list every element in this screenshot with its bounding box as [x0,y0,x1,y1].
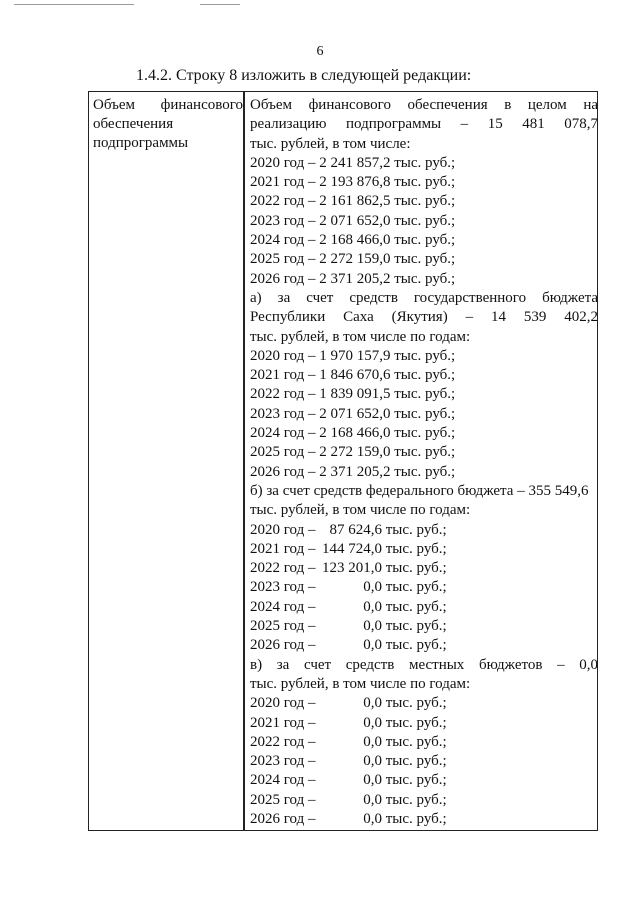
year-unit: тыс. руб.; [385,714,447,731]
local-year-line [250,791,598,810]
federal-year-line [250,559,598,578]
year-label: 2026 год – [250,637,316,654]
total-year-line: 2024 год – 2 168 466,0 тыс. руб.; [250,232,456,249]
year-amount: 123 201,0 [322,560,382,577]
column-divider [243,91,245,831]
total-year-line: 2026 год – 2 371 205,2 тыс. руб.; [250,270,456,287]
year-unit: тыс. руб.; [385,579,447,596]
year-unit: тыс. руб.; [385,695,447,712]
year-amount: 0,0 [363,598,382,615]
year-label: 2022 год – [250,560,316,577]
page-number: 6 [316,44,324,59]
year-label: 2024 год – [250,772,316,789]
year-label: 2024 год – [250,598,316,615]
federal-year-line [250,578,598,597]
year-amount: 0,0 [363,695,382,712]
local-year-line [250,694,598,713]
row-label-line: Объем финансового [93,97,243,113]
local-year-line [250,714,598,733]
year-label: 2022 год – [250,733,316,750]
year-amount: 0,0 [363,733,382,750]
funding-details-cell [250,96,598,829]
local-budget-line: тыс. рублей, в том числе по годам: [250,675,471,692]
year-amount: 0,0 [363,618,382,635]
year-amount: 87 624,6 [329,521,382,538]
year-unit: тыс. руб.; [385,618,447,635]
federal-budget-line: б) за счет средств федерального бюджета – 355 549,6 [250,482,589,499]
federal-year-line [250,598,598,617]
year-amount: 0,0 [363,579,382,596]
year-unit: тыс. руб.; [385,598,447,615]
year-amount: 144 724,0 [322,540,382,557]
year-label: 2020 год – [250,521,316,538]
total-year-line: 2022 год – 2 161 862,5 тыс. руб.; [250,193,456,210]
state-year-line: 2026 год – 2 371 205,2 тыс. руб.; [250,463,456,480]
year-label: 2020 год – [250,695,316,712]
row-label-line: обеспечения [93,116,174,133]
year-unit: тыс. руб.; [385,637,447,654]
year-unit: тыс. руб.; [385,560,447,577]
scan-artifact [14,4,134,5]
state-budget-line: Республики Саха (Якутия) – 14 539 402,2 [250,309,598,326]
year-unit: тыс. руб.; [385,810,447,827]
year-label: 2021 год – [250,540,316,557]
year-unit: тыс. руб.; [385,521,447,538]
state-year-line: 2023 год – 2 071 652,0 тыс. руб.; [250,405,456,422]
intro-line: тыс. рублей, в том числе: [250,135,411,152]
year-unit: тыс. руб.; [385,772,447,789]
row-label-line: подпрограммы [93,135,189,152]
year-amount: 0,0 [363,810,382,827]
federal-budget-line: тыс. рублей, в том числе по годам: [250,502,471,519]
state-budget-line: тыс. рублей, в том числе по годам: [250,328,471,345]
local-year-line [250,752,598,771]
total-year-line: 2020 год – 2 241 857,2 тыс. руб.; [250,154,456,171]
year-unit: тыс. руб.; [385,733,447,750]
federal-year-line [250,636,598,655]
federal-year-line [250,617,598,636]
year-unit: тыс. руб.; [385,753,447,770]
row-label-cell [93,96,243,154]
year-label: 2023 год – [250,753,316,770]
state-year-line: 2020 год – 1 970 157,9 тыс. руб.; [250,347,456,364]
local-year-line [250,771,598,790]
year-label: 2023 год – [250,579,316,596]
intro-line: реализацию подпрограммы – 15 481 078,7 [250,116,598,133]
total-year-line: 2023 год – 2 071 652,0 тыс. руб.; [250,212,456,229]
year-amount: 0,0 [363,714,382,731]
total-year-line: 2025 год – 2 272 159,0 тыс. руб.; [250,251,456,268]
state-year-line: 2024 год – 2 168 466,0 тыс. руб.; [250,425,456,442]
scan-artifact [200,4,240,5]
state-year-line: 2022 год – 1 839 091,5 тыс. руб.; [250,386,456,403]
state-budget-line: а) за счет средств государственного бюджета [250,289,598,306]
local-year-line [250,810,598,829]
year-amount: 0,0 [363,753,382,770]
state-year-line: 2025 год – 2 272 159,0 тыс. руб.; [250,444,456,461]
year-label: 2025 год – [250,791,316,808]
federal-year-line [250,521,598,540]
year-label: 2025 год – [250,618,316,635]
year-amount: 0,0 [363,791,382,808]
year-unit: тыс. руб.; [385,791,447,808]
year-amount: 0,0 [363,772,382,789]
year-label: 2021 год – [250,714,316,731]
year-label: 2026 год – [250,810,316,827]
local-year-line [250,733,598,752]
year-unit: тыс. руб.; [385,540,447,557]
total-year-line: 2021 год – 2 193 876,8 тыс. руб.; [250,174,456,191]
state-year-line: 2021 год – 1 846 670,6 тыс. руб.; [250,367,456,384]
local-budget-line: в) за счет средств местных бюджетов – 0,0 [250,656,598,673]
section-heading: 1.4.2. Строку 8 изложить в следующей редакции: [136,67,472,84]
federal-year-line [250,540,598,559]
year-amount: 0,0 [363,637,382,654]
intro-line: Объем финансового обеспечения в целом на [250,97,598,113]
